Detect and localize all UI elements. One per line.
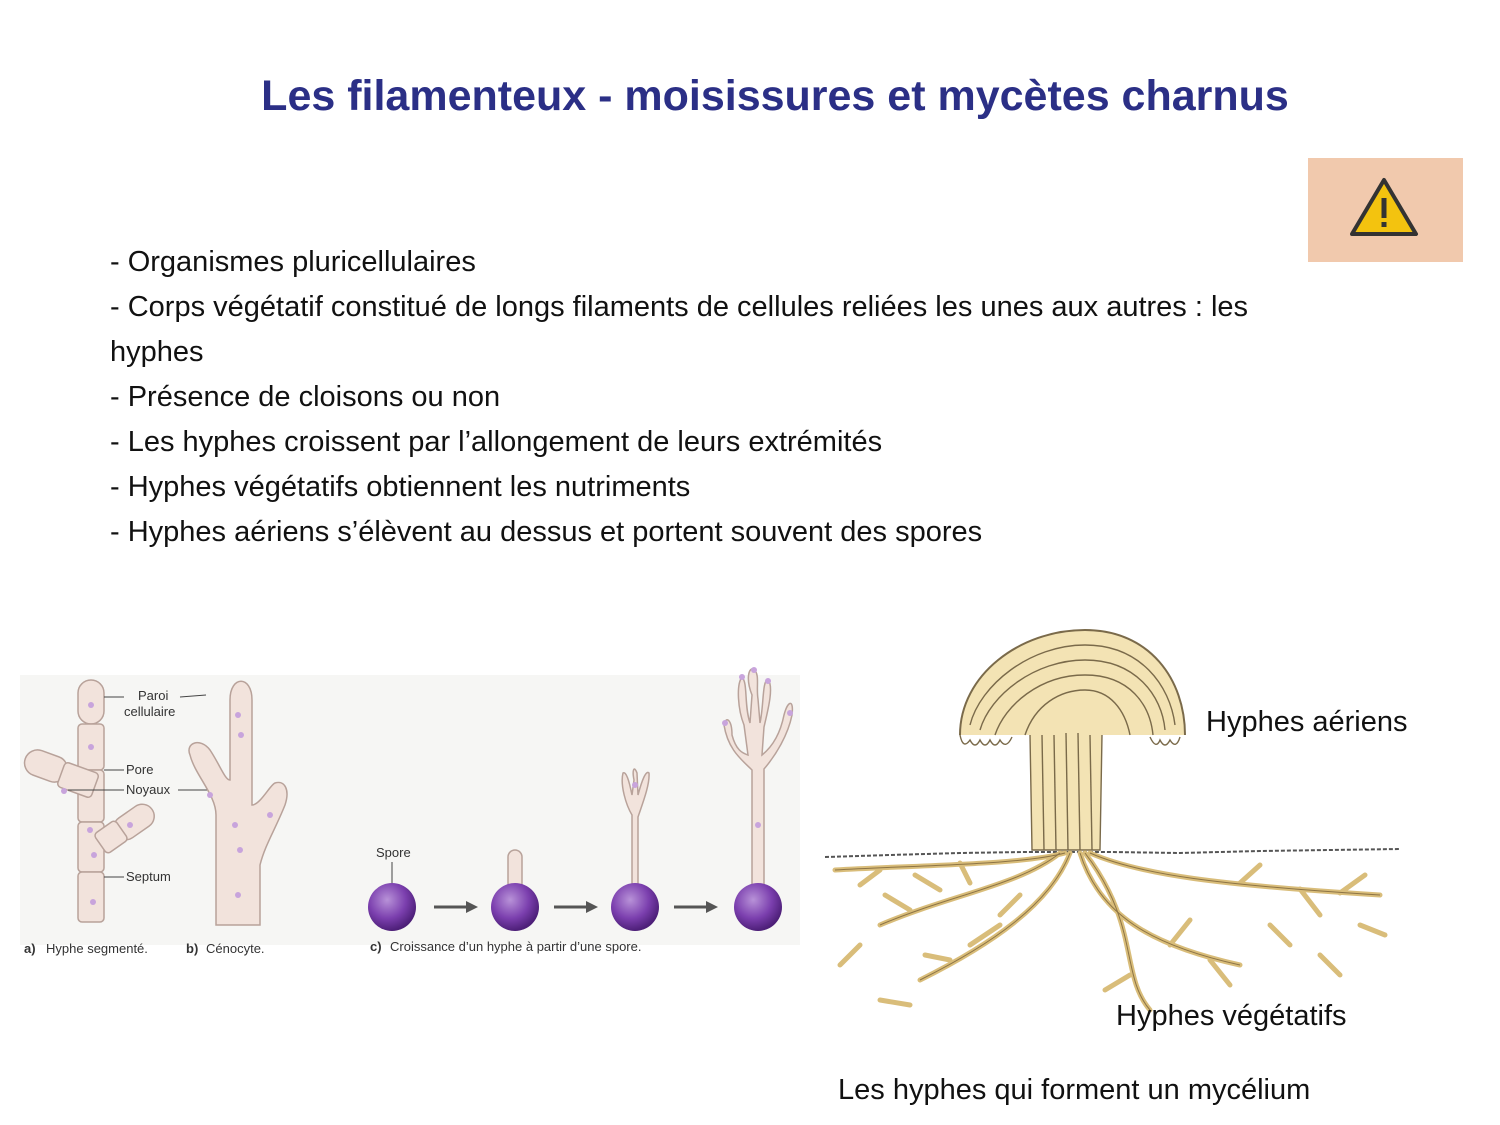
vegetative-hyphae bbox=[835, 853, 1385, 1010]
label-aerial-hyphae: Hyphes aériens bbox=[1206, 706, 1408, 738]
spore-stage-4 bbox=[734, 883, 782, 931]
bullet-item: - Les hyphes croissent par l’allongement de leurs extrémités bbox=[110, 426, 883, 458]
spore-stage-1 bbox=[368, 883, 416, 931]
mycelium-caption: Les hyphes qui forment un mycélium bbox=[838, 1074, 1311, 1106]
aerial-hyphae bbox=[960, 630, 1185, 745]
label-pore: Pore bbox=[126, 762, 154, 777]
label-noyaux: Noyaux bbox=[126, 782, 171, 797]
soil-line bbox=[825, 849, 1400, 857]
label-vegetative-hyphae: Hyphes végétatifs bbox=[1116, 1000, 1347, 1032]
stipe bbox=[1030, 733, 1102, 850]
label-septum: Septum bbox=[126, 869, 171, 884]
bullet-item: - Corps végétatif constitué de longs filaments de cellules reliées les unes aux autres : les hyphes bbox=[110, 291, 1249, 368]
warning-triangle-icon bbox=[1348, 176, 1420, 240]
caption-b-letter: b) bbox=[186, 941, 199, 956]
label-spore: Spore bbox=[376, 845, 411, 860]
spore-stage-2 bbox=[491, 883, 539, 931]
caption-b: Cénocyte. bbox=[206, 941, 265, 956]
caption-c-letter: c) bbox=[370, 939, 382, 954]
hyphae-diagram-left bbox=[20, 655, 800, 965]
bullet-list bbox=[110, 240, 1310, 555]
mycelium-diagram bbox=[820, 625, 1410, 1035]
bullet-item: - Hyphes végétatifs obtiennent les nutriments bbox=[110, 471, 691, 503]
label-cellulaire: cellulaire bbox=[124, 704, 176, 719]
bullet-item: - Organismes pluricellulaires bbox=[110, 246, 476, 278]
caption-a: Hyphe segmenté. bbox=[46, 941, 148, 956]
caption-a-letter: a) bbox=[24, 941, 36, 956]
svg-text:a) bbox=[24, 941, 36, 956]
warning-box bbox=[1308, 158, 1463, 262]
label-paroi: Paroi bbox=[138, 688, 169, 703]
bullet-item: - Hyphes aériens s’élèvent au dessus et portent souvent des spores bbox=[110, 516, 983, 548]
spore-stage-3 bbox=[611, 883, 659, 931]
slide-title: Les filamenteux - moisissures et mycètes charnus bbox=[261, 72, 1289, 120]
caption-c: Croissance d’un hyphe à partir d’une spore. bbox=[390, 939, 642, 954]
bullet-item: - Présence de cloisons ou non bbox=[110, 381, 501, 413]
